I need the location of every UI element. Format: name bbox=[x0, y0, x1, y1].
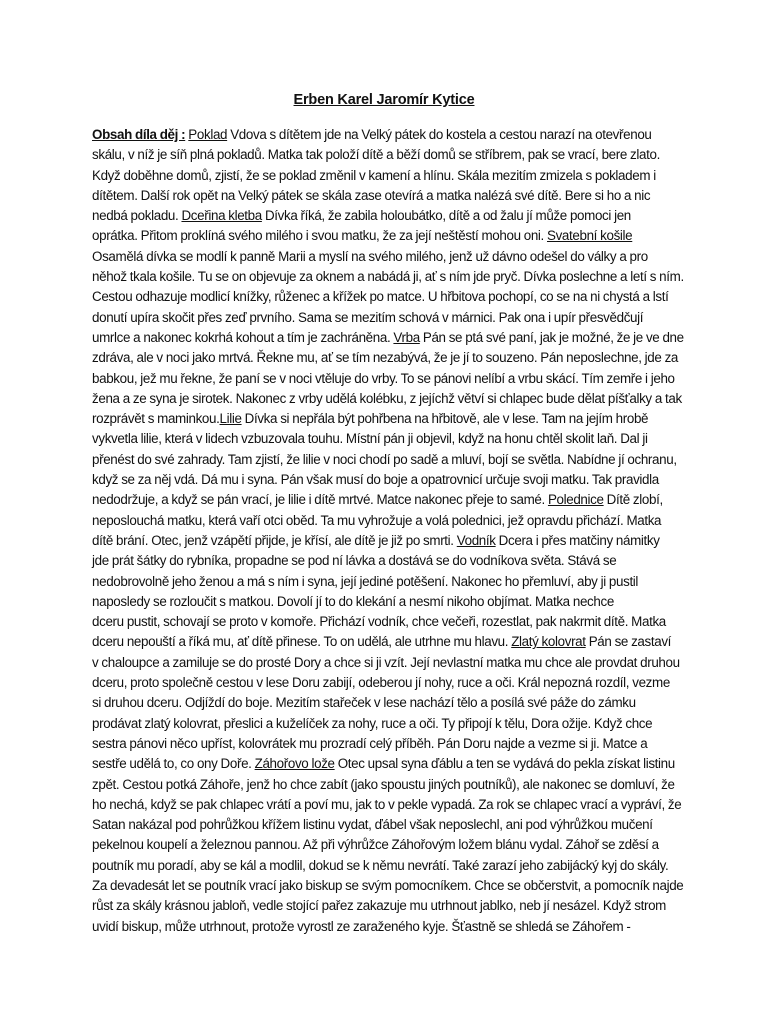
text-line bbox=[92, 632, 692, 652]
text-line bbox=[92, 389, 692, 409]
text-line bbox=[92, 450, 692, 470]
text-run: sestře udělá to, co ony Doře. bbox=[92, 756, 255, 772]
section-heading: Obsah díla děj : bbox=[92, 127, 186, 142]
section-heading: Zlatý kolovrat bbox=[511, 634, 586, 650]
text-line bbox=[92, 835, 692, 855]
document-body bbox=[92, 125, 692, 937]
text-line bbox=[92, 267, 692, 287]
text-run: sestra pánovi něco upříst, kolovrátek mu prozradí celý příběh. Pán Doru najde a vezme si ji. Matce a bbox=[92, 735, 648, 751]
text-run: přenést do své zahrady. Tam zjistí, že lilie v noci chodí po sadě a mluví, bojí se světla. Nabídne jí ochranu, bbox=[92, 451, 677, 467]
text-run: nedobrovolně jeho ženou a má s ním i syna, její jediné potěšení. Nakonec ho přemluví, aby ji pustil bbox=[92, 573, 639, 589]
text-line bbox=[92, 511, 692, 531]
section-heading: Vodník bbox=[456, 532, 496, 548]
text-run: Satan nakázal pod pohrůžkou křížem listinu vydat, ďábel však neposlechl, ani pod výhrůžkou mučení bbox=[92, 817, 653, 833]
text-run: rozprávět s maminkou. bbox=[92, 411, 220, 427]
text-line bbox=[92, 145, 692, 165]
text-run: poutník mu poradí, aby se kál a modlil, dokud se k němu nevrátí. Také zarazí jeho zabijácký kyj do skály. bbox=[92, 857, 669, 873]
text-run: dceru pustit, schovají se proto v komoře. Přichází vodník, chce večeři, rozestlat, pak nakrmit dítě. Matka bbox=[92, 614, 666, 630]
text-run: donutí upíra skočit přes zeď prvního. Sama se mezitím schová v márnici. Pak ona i upír přesvědčují bbox=[92, 309, 644, 325]
text-line bbox=[92, 612, 692, 632]
text-line bbox=[92, 348, 692, 368]
text-run: dítětem. Další rok opět na Velký pátek se skála zase otevírá a matka nalézá své dítě. Bere si ho a nic bbox=[92, 187, 651, 203]
text-line bbox=[92, 653, 692, 673]
text-line bbox=[92, 490, 692, 510]
text-run: Dítě zlobí, bbox=[603, 492, 663, 508]
text-line bbox=[92, 308, 692, 328]
section-heading: Poklad bbox=[188, 127, 228, 142]
section-heading: Polednice bbox=[547, 492, 604, 508]
text-run: Otec upsal syna ďáblu a ten se vydává do pekla získat listinu bbox=[334, 756, 675, 772]
text-line bbox=[92, 470, 692, 490]
section-heading: Vrba bbox=[393, 329, 420, 345]
text-run: zdráva, ale v noci jako mrtvá. Řekne mu, ať se tím nezabývá, že je jí to souzeno. Pán neposlechne, jde za bbox=[92, 350, 679, 366]
text-run: Cestou odhazuje modlicí knížky, růženec a křížek po matce. U hřbitova pochopí, co se na ni chystá a lstí bbox=[92, 289, 669, 305]
text-line bbox=[92, 876, 692, 896]
text-line bbox=[92, 795, 692, 815]
text-run: dítě brání. Otec, jenž vzápětí přijde, je křísí, ale dítě je již po smrti. bbox=[92, 532, 457, 548]
text-run: oprátka. Přitom proklíná svého milého i svou matku, že za její neštěstí mohou oni. bbox=[92, 228, 547, 244]
text-run: Za devadesát let se poutník vrací jako biskup se svým pomocníkem. Chce se občerstvit, a pomocník najde bbox=[92, 877, 684, 893]
text-line bbox=[92, 531, 692, 551]
text-line bbox=[92, 429, 692, 449]
text-run: nedodržuje, a když se pán vrací, je lilie i dítě mrtvé. Matce nakonec přeje to samé. bbox=[92, 492, 548, 508]
text-line bbox=[92, 166, 692, 186]
text-line bbox=[92, 592, 692, 612]
text-line bbox=[92, 896, 692, 916]
text-run: dceru, proto společně cestou v lese Doru zabijí, odeberou jí nohy, ruce a oči. Král nepozná rozdíl, vezme bbox=[92, 675, 670, 691]
text-run: Dívka si nepřála být pohřbena na hřbitově, ale v lese. Tam na jejím hrobě bbox=[241, 411, 649, 427]
text-run: ho nechá, když se pak chlapec vrátí a poví mu, jak to v pekle vypadá. Za rok se chlapec vrací a vypráví, že bbox=[92, 796, 682, 812]
section-heading: Záhořovo lože bbox=[254, 756, 335, 772]
text-run: Pán se ptá své paní, jak je možné, že je ve dne bbox=[419, 329, 684, 345]
text-run: dceru nepouští a říká mu, ať dítě přinese. To on udělá, ale utrhne mu hlavu. bbox=[92, 634, 512, 650]
text-line bbox=[92, 815, 692, 835]
text-run: zpět. Cestou potká Záhoře, jenž ho chce zabít (jako spoustu jiných poutníků), ale nakonec se domluví, že bbox=[92, 776, 675, 792]
text-run: naposledy se rozloučit s matkou. Dovolí jí to do klekání a nesmí nikoho objímat. Matka nechce bbox=[92, 593, 614, 609]
text-line bbox=[92, 775, 692, 795]
text-run: Vdova s dítětem jde na Velký pátek do kostela a cestou narazí na otevřenou bbox=[227, 127, 652, 142]
section-heading: Dceřina kletba bbox=[181, 208, 262, 224]
text-line bbox=[92, 714, 692, 734]
text-line bbox=[92, 917, 692, 937]
text-line bbox=[92, 693, 692, 713]
section-heading: Lilie bbox=[219, 411, 242, 427]
text-line bbox=[92, 186, 692, 206]
text-run: prodávat zlatý kolovrat, přeslici a kuželíček za nohy, ruce a oči. Ty připojí k tělu, Dora ožije. Když chce bbox=[92, 715, 653, 731]
text-line bbox=[92, 734, 692, 754]
text-line bbox=[92, 125, 692, 145]
text-run: skálu, v níž je síň plná pokladů. Matka tak položí dítě a běží domů se stříbrem, pak se vrací, bere zlato. bbox=[92, 147, 660, 163]
text-run: neposlouchá matku, která vaří otci oběd. Ta mu vyhrožuje a volá polednici, jež opravdu přichází. Matka bbox=[92, 512, 662, 528]
text-run: Osamělá dívka se modlí k panně Marii a myslí na svého milého, jenž už dávno odešel do války a pro bbox=[92, 248, 648, 264]
text-line bbox=[92, 409, 692, 429]
text-run: růst za skály krásnou jabloň, vedle stojící pařez zakazuje mu utrhnout jablko, neb jí nesázel. Když strom bbox=[92, 898, 666, 914]
text-line bbox=[92, 287, 692, 307]
text-run: umrlce a nakonec kokrhá kohout a tím je zachráněna. bbox=[92, 329, 394, 345]
text-run: vykvetla lilie, která v lidech vzbuzovala touhu. Místní pán ji objevil, když na honu chtěl skolit laň. Dal ji bbox=[92, 431, 648, 447]
text-run: si druhou dceru. Odjíždí do boje. Mezitím stařeček v lese nachází tělo a posílá své páže do zámku bbox=[92, 695, 636, 711]
text-run: nedbá pokladu. bbox=[92, 208, 182, 224]
text-run: Pán se zastaví bbox=[585, 634, 672, 650]
text-line bbox=[92, 369, 692, 389]
text-line bbox=[92, 856, 692, 876]
section-heading: Svatební košile bbox=[547, 228, 633, 244]
text-line bbox=[92, 226, 692, 246]
text-run: pekelnou koupelí a železnou pannou. Až při výhrůžce Záhořovým ložem blánu vydal. Záhoř se zděsí a bbox=[92, 837, 659, 853]
text-run: Dívka říká, že zabila holoubátko, dítě a od žalu jí může pomoci jen bbox=[261, 208, 631, 224]
text-line bbox=[92, 206, 692, 226]
text-run: Dcera i přes matčiny námitky bbox=[495, 532, 660, 548]
text-run: něhož tkala košile. Tu se on objevuje za oknem a nabádá ji, ať s ním jde pryč. Dívka poslechne a letí s ním. bbox=[92, 269, 684, 285]
text-run: žena a ze syna je sirotek. Nakonec z vrby udělá kolébku, z jejíchž větví si chlapec bude dělat píšťalky a tak bbox=[92, 390, 682, 406]
text-line bbox=[92, 328, 692, 348]
text-run: jde prát šátky do rybníka, propadne se pod ní lávka a dostává se do vodníkova světa. Stává se bbox=[92, 553, 617, 569]
text-run: v chaloupce a zamiluje se do prosté Dory a chce si ji vzít. Její nevlastní matka mu chce ale provdat druhou bbox=[92, 654, 680, 670]
text-run: když se za něj vdá. Dá mu i syna. Pán však musí do boje a opatrovnicí určuje svoji matku. Tak pravidla bbox=[92, 472, 659, 488]
text-line bbox=[92, 572, 692, 592]
text-run: uvidí biskup, může utrhnout, protože vyrostl ze zaraženého kyje. Šťastně se shledá se Záhořem - bbox=[92, 918, 631, 934]
text-run: babkou, jež mu řekne, že paní se v noci vtěluje do vrby. To se pánovi nelíbí a vrbu skácí. Tím zemře i jeho bbox=[92, 370, 675, 386]
document-title: Erben Karel Jaromír Kytice bbox=[293, 92, 475, 108]
text-line bbox=[92, 247, 692, 267]
text-line bbox=[92, 754, 692, 774]
text-line bbox=[92, 551, 692, 571]
text-line bbox=[92, 673, 692, 693]
text-run: Když doběhne domů, zjistí, že se poklad změnil v kamení a hlínu. Skála mezitím zmizela s pokladem i bbox=[92, 167, 656, 183]
